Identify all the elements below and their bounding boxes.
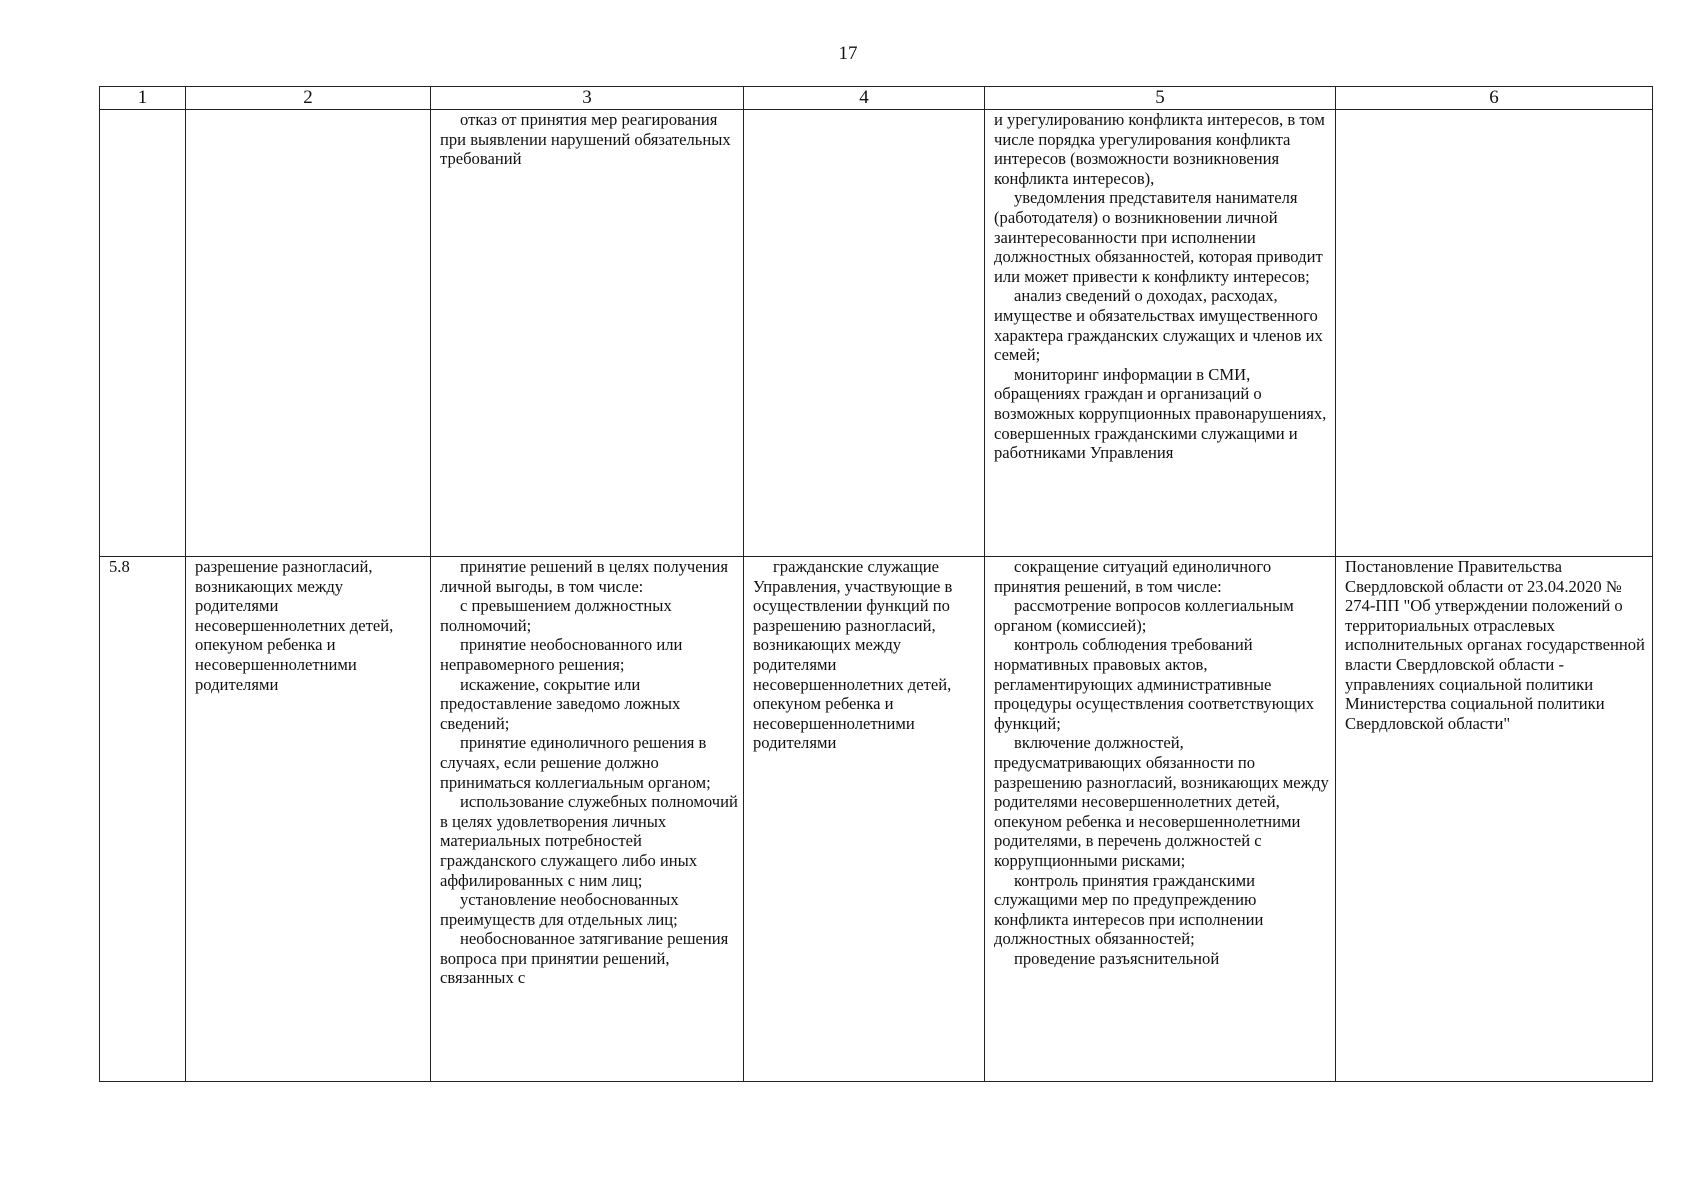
row-number-cell: 5.8: [100, 557, 186, 1082]
row-number-cell: [100, 110, 186, 557]
cell-paragraph: искажение, сокрытие или предоставление заведомо ложных сведений;: [440, 674, 681, 733]
cell-paragraph: включение должностей, предусматривающих обязанности по разрешению разногласий, возникающих между родителями несовершеннолетних детей, опекуном ребенка и несовершеннолетними родителями, в перечень должностей с коррупционными рисками;: [994, 733, 1329, 870]
cell-paragraph: контроль соблюдения требований нормативных правовых актов, регламентирующих административные процедуры осуществления соответствующих функций;: [994, 635, 1315, 733]
cell-paragraph: анализ сведений о доходах, расходах, имуществе и обязательствах имущественного характера гражданских служащих и членов их семей;: [994, 286, 1323, 365]
cell-paragraph: необоснованное затягивание решения вопроса при принятии решений, связанных с: [440, 929, 729, 988]
function-cell: разрешение разногласий, возникающих между родителями несовершеннолетних детей, опекуном ребенка и несовершеннолетними родителями: [186, 557, 431, 1082]
legal-basis-cell: [1336, 110, 1653, 557]
table-row: [100, 557, 1653, 1082]
cell-paragraph: проведение разъяснительной: [1014, 948, 1220, 968]
cell-paragraph: уведомления представителя нанимателя (работодателя) о возникновении личной заинтересованности при исполнении должностных обязанностей, которая приводит или может привести к конфликту интересов;: [994, 188, 1323, 286]
cell-paragraph: установление необоснованных преимуществ для отдельных лиц;: [440, 890, 679, 929]
table-row: [100, 110, 1653, 557]
risk-cell: [431, 110, 744, 557]
measures-cell: [985, 110, 1336, 557]
cell-paragraph: использование служебных полномочий в целях удовлетворения личных материальных потребностей гражданского служащего либо иных аффилированных с ним лиц;: [440, 792, 738, 890]
cell-paragraph: рассмотрение вопросов коллегиальным органом (комиссией);: [994, 596, 1294, 635]
legal-basis-cell: [1336, 557, 1653, 1082]
page-number: 17: [838, 43, 858, 64]
positions-cell: [744, 557, 985, 1082]
function-cell: [186, 110, 431, 557]
cell-paragraph: контроль принятия гражданскими служащими мер по предупреждению конфликта интересов при исполнении должностных обязанностей;: [994, 870, 1264, 949]
cell-paragraph: и урегулированию конфликта интересов, в том числе порядка урегулирования конфликта интересов (возможности возникновения конфликта интересов),: [994, 110, 1325, 188]
cell-paragraph: отказ от принятия мер реагирования при выявлении нарушений обязательных требований: [440, 110, 731, 169]
cell-paragraph: гражданские служащие Управления, участвующие в осуществлении функций по разрешению разногласий, возникающих между родителями несовершеннолетних детей, опекуном ребенка и несовершеннолетними родителями: [753, 557, 953, 753]
cell-paragraph: сокращение ситуаций единоличного принятия решений, в том числе:: [994, 557, 1272, 596]
column-header-5: 5: [985, 87, 1336, 110]
cell-paragraph: принятие решений в целях получения личной выгоды, в том числе:: [440, 557, 729, 596]
column-header-6: 6: [1336, 87, 1653, 110]
positions-cell: [744, 110, 985, 557]
cell-paragraph: Постановление Правительства Свердловской области от 23.04.2020 № 274-ПП "Об утверждении положений о территориальных отраслевых исполнительных органах государственной власти Свердловской области - управлениях социальной политики Министерства социальной политики Свердловской области": [1345, 557, 1645, 733]
cell-paragraph: мониторинг информации в СМИ, обращениях граждан и организаций о возможных коррупционных правонарушениях, совершенных гражданскими служащими и работниками Управления: [994, 364, 1327, 463]
cell-paragraph: принятие необоснованного или неправомерного решения;: [440, 635, 683, 674]
cell-paragraph: с превышением должностных полномочий;: [440, 596, 672, 635]
column-header-2: 2: [186, 87, 431, 110]
risk-cell: [431, 557, 744, 1082]
cell-paragraph: принятие единоличного решения в случаях, если решение должно приниматься коллегиальным органом;: [440, 733, 711, 792]
column-header-3: 3: [431, 87, 744, 110]
column-number-row: [100, 87, 1653, 110]
measures-cell: [985, 557, 1336, 1082]
column-header-4: 4: [744, 87, 985, 110]
measures-table: [99, 86, 1653, 1082]
column-header-1: 1: [100, 87, 186, 110]
